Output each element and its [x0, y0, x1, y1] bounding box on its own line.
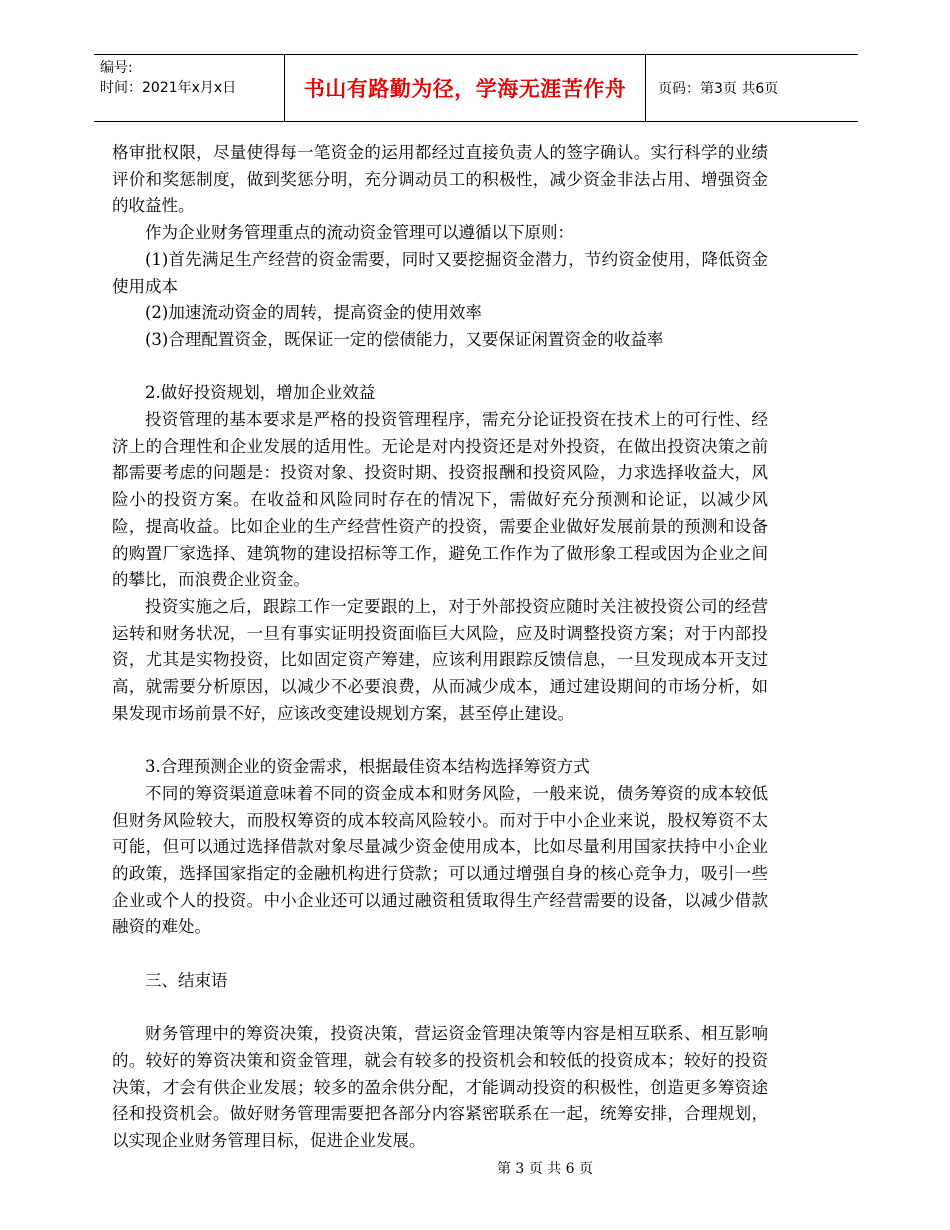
spacer	[112, 727, 768, 754]
paragraph: 投资实施之后，跟踪工作一定要跟的上，对于外部投资应随时关注被投资公司的经营运转和财务状况，一旦有事实证明投资面临巨大风险，应及时调整投资方案；对于内部投资，尤其是实物投资，比如固定资产筹建，应该利用跟踪反馈信息，一旦发现成本开支过高，就需要分析原因，以减少不必要浪费，从而减少成本，通过建设期间的市场分析，如果发现市场前景不好，应该改变建设规划方案，甚至停止建设。	[112, 596, 768, 723]
section-title: 三、结束语	[145, 970, 228, 990]
subheading: 3.合理预测企业的资金需求，根据最佳资本结构选择筹资方式	[145, 757, 590, 777]
paragraph: 财务管理中的筹资决策，投资决策，营运资金管理决策等内容是相互联系、相互影响的。较好的筹资决策和资金管理，就会有较多的投资机会和较低的投资成本；较好的投资决策，才会有供企业发展；较多的盈余供分配，才能调动投资的积极性，创造更多筹资途径和投资机会。做好财务管理需要把各部分内容紧密联系在一起，统筹安排，合理规划，以实现企业财务管理目标，促进企业发展。	[112, 1024, 768, 1150]
header-meta	[94, 55, 284, 121]
serial-label: 编号:	[100, 60, 133, 76]
spacer	[112, 994, 768, 1021]
spacer	[112, 941, 768, 968]
paragraph: 作为企业财务管理重点的流动资金管理可以遵循以下原则：	[145, 223, 574, 243]
paragraph: 投资管理的基本要求是严格的投资管理程序，需充分论证投资在技术上的可行性、经济上的合理性和企业发展的适用性。无论是对内投资还是对外投资，在做出投资决策之前都需要考虑的问题是：投资对象、投资时期、投资报酬和投资风险，力求选择收益大，风险小的投资方案。在收益和风险同时存在的情况下，需做好充分预测和论证，以减少风险，提高收益。比如企业的生产经营性资产的投资，需要企业做好发展前景的预测和设备的购置厂家选择、建筑物的建设招标等工作，避免工作作为了做形象工程或因为企业之间的攀比，而浪费企业资金。	[112, 410, 768, 590]
paragraph: 格审批权限，尽量使得每一笔资金的运用都经过直接负责人的签字确认。实行科学的业绩评价和奖惩制度，做到奖惩分明，充分调动员工的积极性，减少资金非法占用、增强资金的收益性。	[112, 143, 768, 216]
page-header	[94, 54, 858, 122]
paragraph: 不同的筹资渠道意味着不同的资金成本和财务风险，一般来说，债务筹资的成本较低但财务风险较大，而股权筹资的成本较高风险较小。而对于中小企业来说，股权筹资不太可能，但可以通过选择借款对象尽量减少资金使用成本，比如尽量利用国家扶持中小企业的政策，选择国家指定的金融机构进行贷款；可以通过增强自身的核心竞争力，吸引一些企业或个人的投资。中小企业还可以通过融资租赁取得生产经营需要的设备，以减少借款融资的难处。	[112, 783, 768, 937]
list-item: (1)首先满足生产经营的资金需要，同时又要挖掘资金潜力，节约资金使用，降低资金使用成本	[112, 249, 768, 296]
list-item: (3)合理配置资金，既保证一定的偿债能力，又要保证闲置资金的收益率	[145, 329, 664, 349]
header-motto: 书山有路勤为径，学海无涯苦作舟	[284, 55, 646, 121]
time-label: 时间：2021年x月x日	[100, 80, 237, 96]
spacer	[112, 354, 768, 381]
header-page-info: 页码：第3页 共6页	[658, 81, 779, 97]
page-footer: 第 3 页 共 6 页	[496, 1161, 594, 1177]
subheading: 2.做好投资规划，增加企业效益	[145, 383, 376, 403]
list-item: (2)加速流动资金的周转，提高资金的使用效率	[145, 303, 482, 323]
document-body	[112, 140, 768, 1155]
